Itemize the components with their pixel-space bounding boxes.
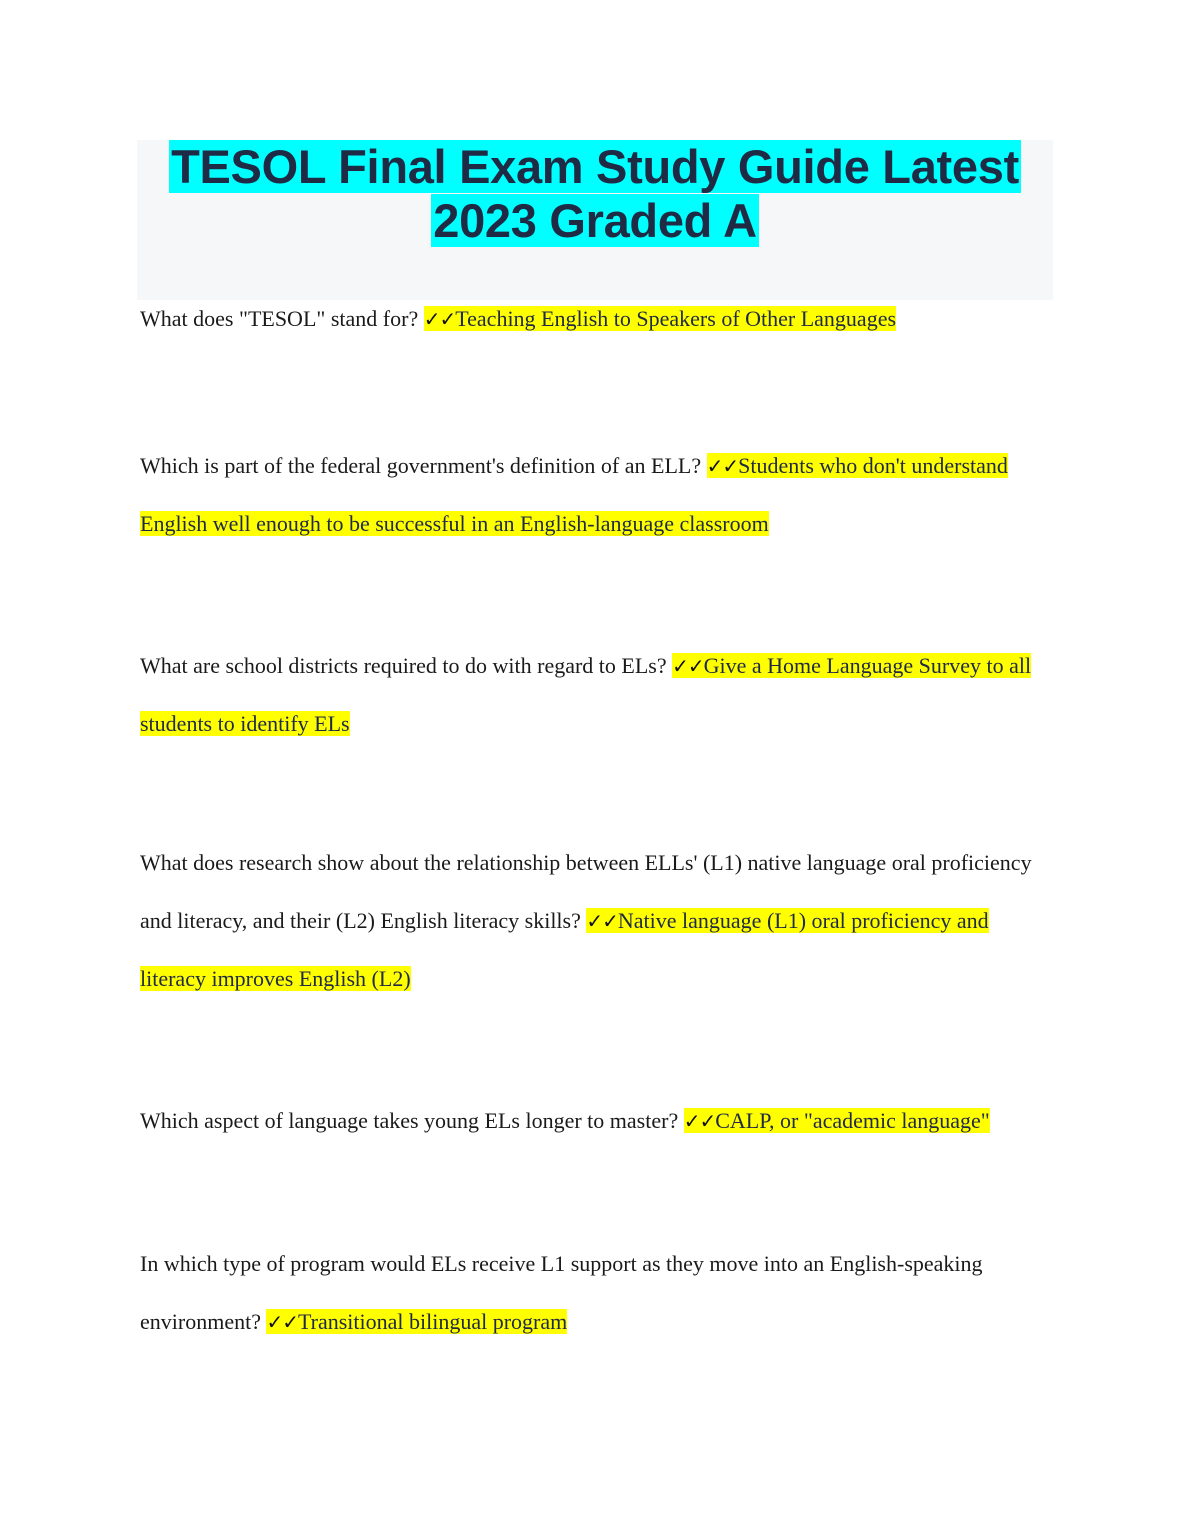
qa-item-1 [140, 290, 1050, 348]
qa-item-5 [140, 1092, 1050, 1150]
question-text: What does "TESOL" stand for? [140, 306, 424, 331]
answer-text: Students who don't understand English well enough to be successful in an English-language classroom [140, 453, 1008, 536]
qa-item-2 [140, 437, 1050, 553]
double-check-icon: ✓✓ [672, 654, 704, 678]
answer-highlight [266, 1309, 567, 1334]
double-check-icon: ✓✓ [266, 1310, 298, 1334]
double-check-icon: ✓✓ [423, 307, 456, 331]
double-check-icon: ✓✓ [706, 454, 739, 478]
qa-item-6 [140, 1235, 1050, 1351]
title-band [137, 140, 1053, 300]
double-check-icon: ✓✓ [586, 909, 618, 933]
qa-item-3 [140, 637, 1050, 753]
answer-highlight [424, 306, 896, 331]
answer-text: Teaching English to Speakers of Other Languages [455, 306, 897, 331]
question-text: What are school districts required to do with regard to ELs? [140, 653, 673, 678]
answer-text: Transitional bilingual program [297, 1309, 568, 1334]
question-text: What does research show about the relationship between ELLs' (L1) native language oral proficiency and literacy, and their (L2) English literacy skills? [140, 850, 1032, 933]
answer-text: Native language (L1) oral proficiency and literacy improves English (L2) [140, 908, 989, 991]
question-text: Which aspect of language takes young ELs longer to master? [140, 1108, 684, 1133]
answer-text: CALP, or "academic language" [715, 1108, 990, 1133]
answer-text: Give a Home Language Survey to all students to identify ELs [140, 653, 1032, 736]
title-line-1: TESOL Final Exam Study Guide Latest [171, 140, 1019, 193]
qa-item-4 [140, 834, 1050, 1008]
question-text: In which type of program would ELs receive L1 support as they move into an English-speaking environment? [140, 1251, 983, 1334]
double-check-icon: ✓✓ [683, 1109, 716, 1133]
question-text: Which is part of the federal government's definition of an ELL? [140, 453, 707, 478]
page-title [137, 140, 1053, 248]
title-line-2: 2023 Graded A [433, 194, 757, 247]
answer-highlight [684, 1108, 990, 1133]
